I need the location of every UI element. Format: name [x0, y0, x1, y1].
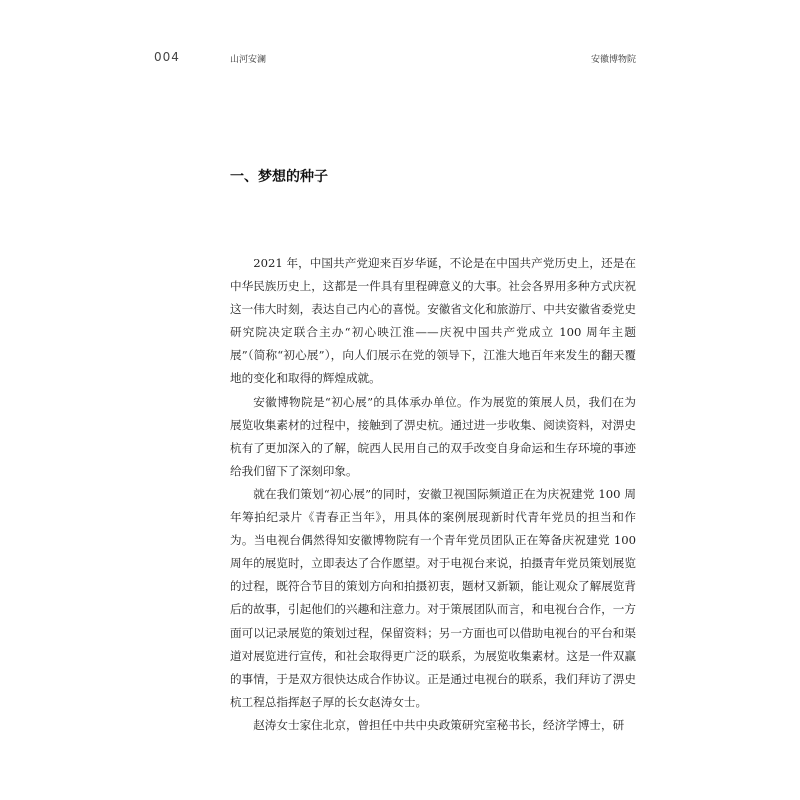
paragraph: 安徽博物院是“初心展”的具体承办单位。作为展览的策展人员，我们在为展览收集素材的过程中，接触到了淠史杭。通过进一步收集、阅读资料，对淠史杭有了更加深入的了解，皖西人民用自己的双手改变自身命运和生存环境的事迹给我们留下了深刻印象。: [230, 394, 636, 478]
paragraph: 2021 年，中国共产党迎来百岁华诞，不论是在中国共产党历史上，还是在中华民族历史上，这都是一件具有里程碑意义的大事。社会各界用多种方式庆祝这一伟大时刻，表达自己内心的喜悦。安徽省文化和旅游厅、中共安徽省委党史研究院决定联合主办“初心映江淮——庆祝中国共产党成立 100 周年主题展”（简称“初心展”），向人们展示在党的领导下，江淮大地百年来发生的翻天覆地的变化和取得的辉煌成就。: [230, 256, 636, 386]
page-number: 004: [154, 50, 180, 64]
paragraph: 就在我们策划“初心展”的同时，安徽卫视国际频道正在为庆祝建党 100 周年筹拍纪录片《青春正当年》，用具体的案例展现新时代青年党员的担当和作为。当电视台偶然得知安徽博物院有一个青年党员团队正在筹备庆祝建党 100 周年的展览时，立即表达了合作愿望。对于电视台来说，拍摄青年党员策划展览的过程，既符合节目的策划方向和拍摄初衷，题材又新颖，能让观众了解展览背后的故事，引起他们的兴趣和注意力。对于策展团队而言，和电视台合作，一方面可以记录展览的策划过程，保留资料；另一方面也可以借助电视台的平台和渠道对展览进行宣传，和社会取得更广泛的联系，为展览收集素材。这是一件双赢的事情，于是双方很快达成合作协议。正是通过电视台的联系，我们拜访了淠史杭工程总指挥赵子厚的长女赵涛女士。: [230, 486, 636, 709]
section-title: 一、梦想的种子: [230, 169, 328, 185]
running-header-book-title: 山河安澜: [230, 55, 267, 65]
running-header-chapter-title: 安徽博物院: [590, 55, 636, 65]
body-text: [230, 252, 636, 737]
paragraph: 赵涛女士家住北京，曾担任中共中央政策研究室秘书长，经济学博士，研: [253, 717, 625, 732]
